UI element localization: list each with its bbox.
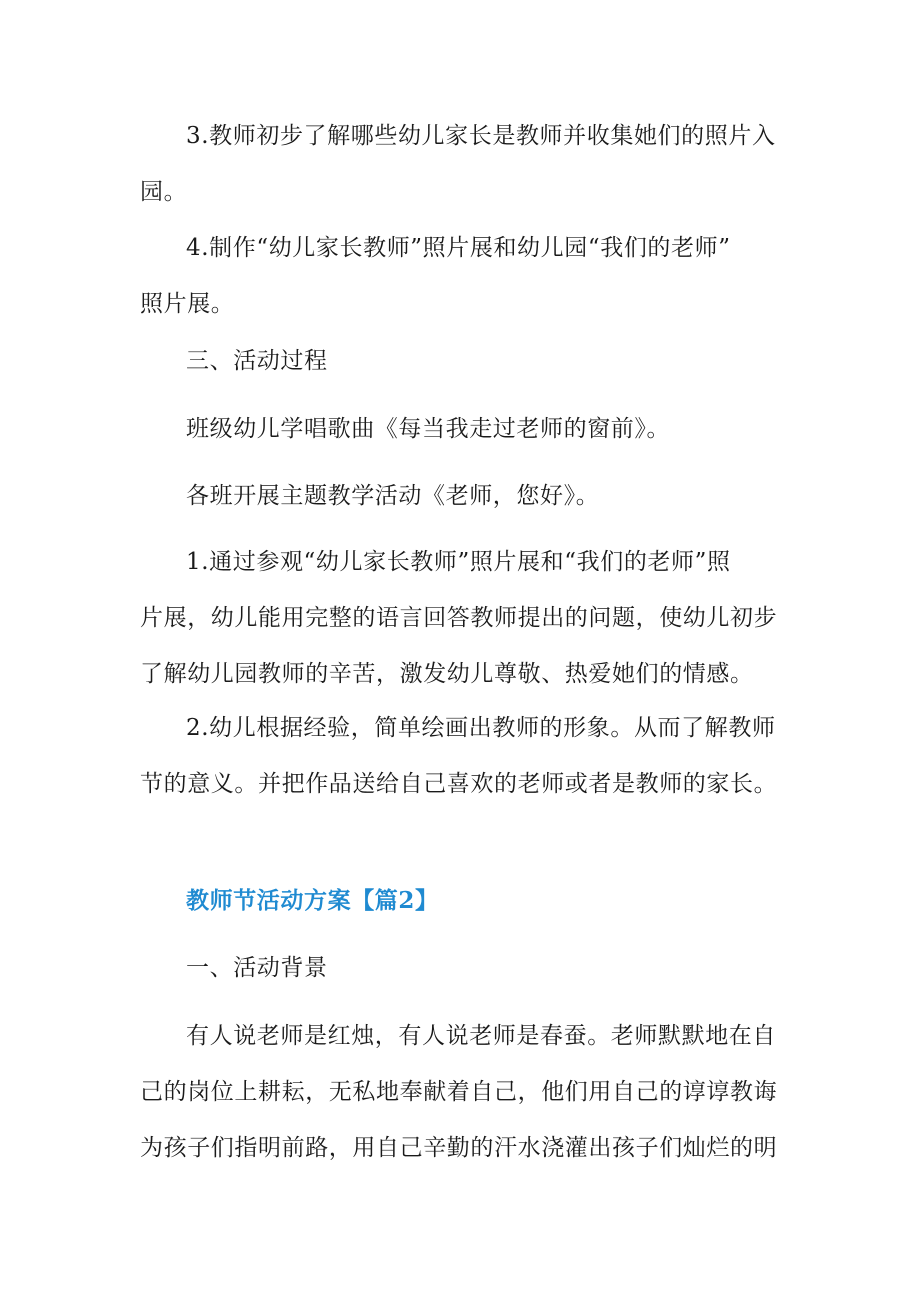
text-line: 园。 [140, 179, 188, 205]
text-line: 片展，幼儿能用完整的语言回答教师提出的问题，使幼儿初步 [140, 605, 778, 631]
section-title-process [140, 333, 780, 389]
text-line: 了解幼儿园教师的辛苦，激发幼儿尊敬、热爱她们的情感。 [140, 661, 754, 687]
paragraph-item-4 [140, 220, 780, 332]
text-line: 己的岗位上耕耘，无私地奉献着自己，他们用自己的谆谆教诲 [140, 1079, 778, 1105]
paragraph-song [140, 401, 780, 457]
text-line: 各班开展主题教学活动《老师，您好》。 [186, 483, 600, 509]
text-line: 4.制作“幼儿家长教师”照片展和幼儿园“我们的老师” [186, 235, 731, 261]
text-line: 一、活动背景 [186, 955, 328, 981]
text-line: 2.幼儿根据经验，简单绘画出教师的形象。从而了解教师 [186, 715, 776, 741]
text-line: 班级幼儿学唱歌曲《每当我走过老师的窗前》。 [186, 416, 671, 442]
paragraph-background [140, 1008, 780, 1176]
section-title-background [140, 940, 780, 996]
text-line: 3.教师初步了解哪些幼儿家长是教师并收集她们的照片入 [186, 123, 776, 149]
heading-text: 教师节活动方案【篇2】 [186, 887, 439, 914]
text-line: 三、活动过程 [186, 348, 328, 374]
text-line: 为孩子们指明前路，用自己辛勤的汗水浇灌出孩子们灿烂的明 [140, 1135, 778, 1161]
text-line: 照片展。 [140, 291, 235, 317]
text-line: 节的意义。并把作品送给自己喜欢的老师或者是教师的家长。 [140, 771, 778, 797]
paragraph-theme-activity [140, 468, 780, 524]
text-line: 有人说老师是红烛，有人说老师是春蚕。老师默默地在自 [186, 1023, 776, 1049]
text-line: 1.通过参观“幼儿家长教师”照片展和“我们的老师”照 [186, 549, 731, 575]
paragraph-item-3 [140, 108, 780, 220]
paragraph-item-2 [140, 700, 780, 812]
section-heading [140, 873, 780, 929]
paragraph-item-1 [140, 534, 780, 702]
